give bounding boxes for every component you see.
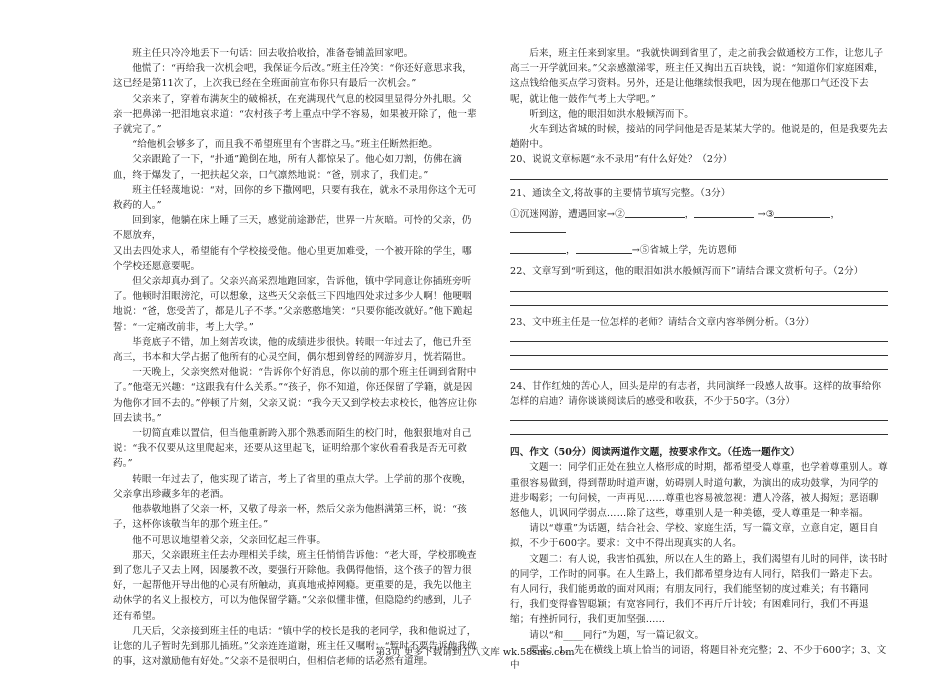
plot-blank-3b[interactable] [510,222,566,233]
story-paragraph: 转眼一年过去了，他实现了诺言，考上了省里的重点大学。上学前的那个夜晚，父亲拿出珍藏多年的老酒。 [113,473,472,500]
story-paragraph: 他恭敬地斟了父亲一杯，又敬了母亲一杯，然后父亲为他斟满第三杯，说：“孩子，这杯你该敬当年的那个班主任。” [113,504,467,531]
answer-line[interactable] [510,369,888,370]
question-21-row-2: ， →⑤省城上学，先访恩师 [510,243,888,258]
plot-step-5: →⑤省城上学，先访恩师 [631,245,737,257]
question-21-row-1: ①沉迷网游，遭遇回家→② ， →③ ， [510,207,888,237]
story-paragraph: 又出去四处求人，希望能有个学校接受他。他心里更加难受，一个被开除的学生，哪个学校还愿意要呢。 [113,245,472,272]
answer-line[interactable] [510,355,888,356]
plot-blank-4b[interactable] [576,243,632,254]
question-23: 23、文中班主任是一位怎样的老师？请结合文章内容举例分析。（3分） [510,316,815,328]
plot-step-1: ①沉迷网游，遭遇回家→② [510,208,625,220]
essay-topic-2-requirement: 请以“和____同行”为题，写一篇记叙文。 [529,629,705,641]
right-column [510,46,888,673]
story-paragraph: 父亲来了，穿着布满灰尘的破棉袄，在充满现代气息的校园里显得分外扎眼。父亲一把鼻涕一把泪地哀求道：“农村孩子考上重点中学不容易，如果被开除了，他一辈子就完了。” [113,93,477,136]
story-paragraph: 他慌了：“再给我一次机会吧，我保证今后改。”班主任冷笑：“你还好意思求我，这已经是第11次了，上次我已经在全班面前宣布你只有最后一次机会。” [113,63,472,90]
question-20: 20、说说文章标题“永不录用”有什么好处？（2分） [510,154,733,166]
story-paragraph: 火车到达省城的时候，接站的同学问他是否是某某大学的。他说是的，但是我要先去趟附中。 [510,124,888,151]
story-paragraph: 他不可思议地望着父亲，父亲回忆起三件事。 [132,534,327,546]
story-paragraph: 那天，父亲跟班主任去办理相关手续，班主任悄悄告诉他：“老大哥，学校那晚查到了您儿子又去上网，因屡教不改，要强行开除他。我偶得他悟，这个孩子的智力很好，一起帮他开导出他的心灵有所触动，真真地戒掉网瘾。更重要的是，我先以他主动休学的名义上报校方，可以为他保留学籍。”父亲似懂非懂，但隐隐约约感到，儿子还有希望。 [113,549,477,622]
question-24: 24、甘作红烛的苦心人，回头是岸的有志者，共同演绎一段感人故事。这样的故事给你怎样的启迪？请你谈谈阅读后的感受和收获，不少于50字。（3分） [510,380,882,408]
story-paragraph: 后来，班主任来到家里。“我就快调到省里了，走之前我会做通校方工作，让您儿子高三一开学就回来。”父亲感激涕零，班主任又掏出五百块钱，说：“知道你们家庭困难，这点钱给他买点学习资料。另外，还是让他继续恨我吧，因为现在他那口气还没下去呢，就让他一鼓作气考上大学吧。” [510,48,884,105]
question-21: 21、通读全文,将故事的主要情节填写完整。（3分） [510,187,731,199]
story-paragraph: 班主任轻蔑地说：“对，回你的乡下撒网吧，只要有我在，就永不录用你这个无可救药的人。” [113,184,477,212]
story-paragraph: 班主任只冷冷地丢下一句话：回去收拾收拾，准备卷铺盖回家吧。 [132,48,414,59]
essay-topic-2-rules: 要求：1、先在横线上填上恰当的词语，将题目补充完整；2、不少于600字；3、文中 [510,644,887,672]
question-22: 22、文章写到“听到这，他的眼泪如洪水般倾泻而下”请结合课文赏析句子。（2分） [510,266,864,278]
essay-topic-2: 文题二：有人说，我害怕孤独，所以在人生的路上，我们渴望有儿时的同伴，读书时的同学，工作时的同事。在人生路上，我们都希望身边有人同行，陪我们一路走下去。有人同行，我们能勇敢的面对风雨；有朋友同行，我们能坚韧的度过难关；有书籍同行，我们变得睿智聪颖；有宽容同行，我们不再斤斤计较；有困难同行，我们不再退缩；有挫折同行，我们更加坚强…… [510,553,888,626]
answer-line[interactable] [510,420,888,421]
plot-blank-3[interactable] [774,207,830,218]
story-paragraph: 一切简直难以置信，但当他重新跨入那个熟悉而陌生的校门时，他狠狠地对自己说：“我不仅要从这里爬起来，还要从这里起飞，证明给那个家伙看看我是否无可救药。” [113,428,472,470]
page-footer: 第3页 更多下载请到五八文库 wk.58sms.com [375,647,575,658]
plot-blank-2b[interactable] [694,207,754,218]
story-paragraph: 毕竟底子不错，加上刻苦攻读，他的成绩进步很快。转眼一年过去了，他已升至高三，书本和大学占据了他所有的心灵空间，偶尔想到曾经的网游岁月，恍若隔世。 [113,336,472,364]
essay-topic-1-requirement: 请以“尊重”为话题，结合社会、学校、家庭生活，写一篇文章，立意自定，题目自拟，不少于600字。要求：文中不得出现真实的人名。 [510,523,879,550]
story-paragraph: 几天后，父亲接到班主任的电话：“镇中学的校长是我的老同学，我和他说过了，让您的儿子暂时先到那儿插班。”父亲连连道谢，班主任又嘱咐：“暂时不要告诉他我做的事，这对激励他有好处。”父亲不是很明白，但相信老师的话必然有道理。 [113,625,477,668]
section-4-title: 四、作文（50分）阅读两道作文题，按要求作文。（任选一题作文） [510,447,800,459]
answer-line[interactable] [510,305,888,306]
story-paragraph: 回到家，他躺在床上睡了三天，感觉前途渺茫，世界一片灰暗。可怜的父亲，仍不愿放弃， [113,215,472,242]
plot-blank-2[interactable] [625,207,685,218]
story-paragraph: 父亲跟跄了一下，“扑通”跪倒在地，所有人都惊呆了。他心如刀割，仿佛在滴血，终于爆发了，一把扶起父亲，口气凛然地说：“爸，别求了，我们走。” [113,154,463,181]
story-paragraph: 但父亲却真办到了。父亲兴高采烈地跑回家，告诉他，镇中学同意让你插班旁听了。他顿时泪眼滂沱，可以想象，这些天父亲低三下四地四处求过多少人啊！他哽咽地说：“爸，您受苦了，都是儿子不孝。”父亲憨憨地笑：“只要你能改就好。”他下跪起誓：“一定痛改前非，考上大学。” [113,276,473,333]
story-paragraph: “给他机会够多了，而且我不希望班里有个害群之马。”班主任断然拒绝。 [132,139,438,151]
answer-line[interactable] [510,179,888,180]
essay-topic-1: 文题一：同学们正处在独立人格形成的时期，都希望受人尊重，也学着尊重别人。尊重很容易做到，得到帮助时道声谢，妨碍别人时道句歉，为演出的成功鼓掌，为同学的进步喝彩；一句问候，一声再见……尊重也容易被忽视：遭人冷落，被人揭短；恶语聊怒他人，讥讽同学弱点……除了这些，尊重别人是一种美德，受人尊重是一种幸福。 [510,462,888,520]
answer-line[interactable] [510,434,888,435]
story-paragraph: 听到这，他的眼泪如洪水般倾泻而下。 [529,108,694,120]
answer-line[interactable] [510,341,888,342]
left-column [113,46,480,669]
plot-blank-4[interactable] [510,243,566,254]
answer-line[interactable] [510,291,888,292]
story-paragraph: 一天晚上，父亲突然对他说：“告诉你个好消息，你以前的那个班主任调到省附中了。”他毫无兴趣：“这跟我有什么关系。”“孩子，你不知道，你还保留了学籍，就是因为他你才回不去的。”停顿了片刻，父亲又说：“我今天又到学校去求校长，他答应让你回去读书。” [113,367,477,424]
